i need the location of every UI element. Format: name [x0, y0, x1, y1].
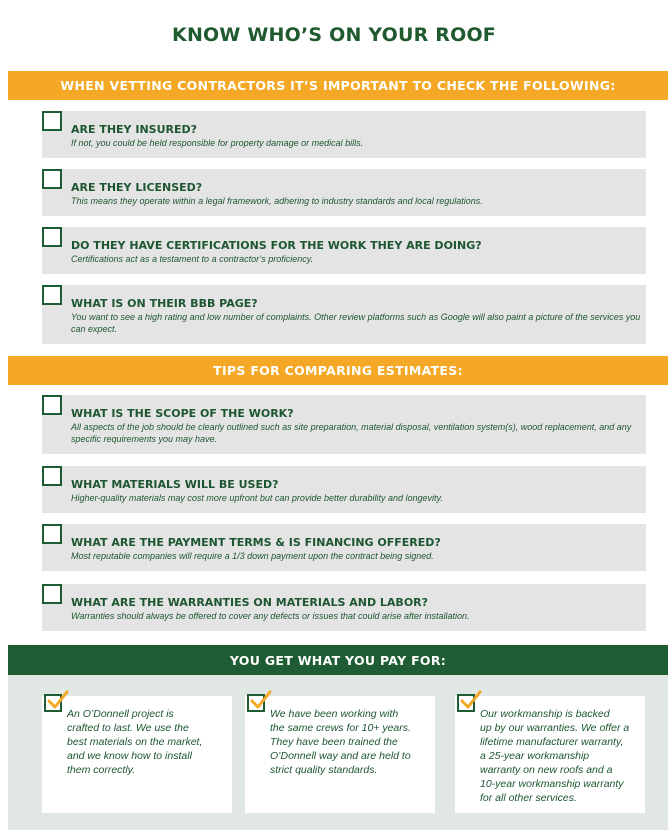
pay-section [8, 675, 668, 830]
item-description: Warranties should always be offered to cover any defects or issues that could arise after installation. [71, 611, 470, 621]
card-text: An O’Donnell project is crafted to last. We use the best materials on the market, and we know how to install them correctly. [67, 708, 203, 776]
item-title: ARE THEY LICENSED? [71, 181, 203, 194]
vetting-banner: WHEN VETTING CONTRACTORS IT’S IMPORTANT TO CHECK THE FOLLOWING: [8, 71, 668, 100]
checklist-item-bbb [42, 285, 646, 344]
item-title: WHAT ARE THE PAYMENT TERMS & IS FINANCING OFFERED? [71, 536, 441, 549]
checklist-item-licensed [42, 169, 646, 216]
checklist-item-scope [42, 395, 646, 454]
checklist-item-insured [42, 111, 646, 158]
item-title: WHAT IS ON THEIR BBB PAGE? [71, 297, 258, 310]
page-title: KNOW WHO’S ON YOUR ROOF [172, 24, 496, 46]
checkbox[interactable] [42, 466, 62, 486]
checkbox[interactable] [42, 395, 62, 415]
item-description: If not, you could be held responsible for property damage or medical bills. [71, 138, 364, 148]
item-description: All aspects of the job should be clearly outlined such as site preparation, material disposal, ventilation system(s), wood replacement, and any specific requirements you may have. [71, 422, 632, 444]
item-title: WHAT ARE THE WARRANTIES ON MATERIALS AND LABOR? [71, 596, 429, 609]
item-description: This means they operate within a legal framework, adhering to industry standards and local regulations. [71, 196, 483, 206]
pay-card-warranty [455, 696, 645, 813]
item-title: WHAT MATERIALS WILL BE USED? [71, 478, 279, 491]
estimates-banner: TIPS FOR COMPARING ESTIMATES: [8, 356, 668, 385]
checkbox[interactable] [42, 285, 62, 305]
checkbox[interactable] [42, 169, 62, 189]
checkbox[interactable] [42, 584, 62, 604]
checkbox[interactable] [42, 524, 62, 544]
checkmark-icon [457, 694, 475, 712]
checklist-item-materials [42, 466, 646, 513]
item-title: DO THEY HAVE CERTIFICATIONS FOR THE WORK THEY ARE DOING? [71, 239, 482, 252]
checklist-item-payment [42, 524, 646, 571]
item-description: You want to see a high rating and low number of complaints. Other review platforms such as Google will also paint a picture of the services you can expect. [71, 312, 641, 334]
item-title: ARE THEY INSURED? [71, 123, 197, 136]
checkmark-icon [44, 694, 62, 712]
item-description: Higher-quality materials may cost more upfront but can provide better durability and longevity. [71, 493, 443, 503]
card-text: Our workmanship is backed up by our warranties. We offer a lifetime manufacturer warranty, a 25-year workmanship warranty on new roofs and a 10-year workmanship warranty for all other services. [480, 708, 630, 804]
checklist-item-warranties [42, 584, 646, 631]
item-description: Certifications act as a testament to a contractor’s proficiency. [71, 254, 314, 264]
pay-card-crews [245, 696, 435, 813]
card-text: We have been working with the same crews for 10+ years. They have been trained the O’Donnell way and are held to strict quality standards. [270, 708, 411, 776]
checkmark-icon [247, 694, 265, 712]
pay-banner: YOU GET WHAT YOU PAY FOR: [8, 645, 668, 676]
item-description: Most reputable companies will require a 1/3 down payment upon the contract being signed. [71, 551, 434, 561]
checklist-item-certifications [42, 227, 646, 274]
item-title: WHAT IS THE SCOPE OF THE WORK? [71, 407, 294, 420]
checkbox[interactable] [42, 227, 62, 247]
checkbox[interactable] [42, 111, 62, 131]
pay-card-materials [42, 696, 232, 813]
